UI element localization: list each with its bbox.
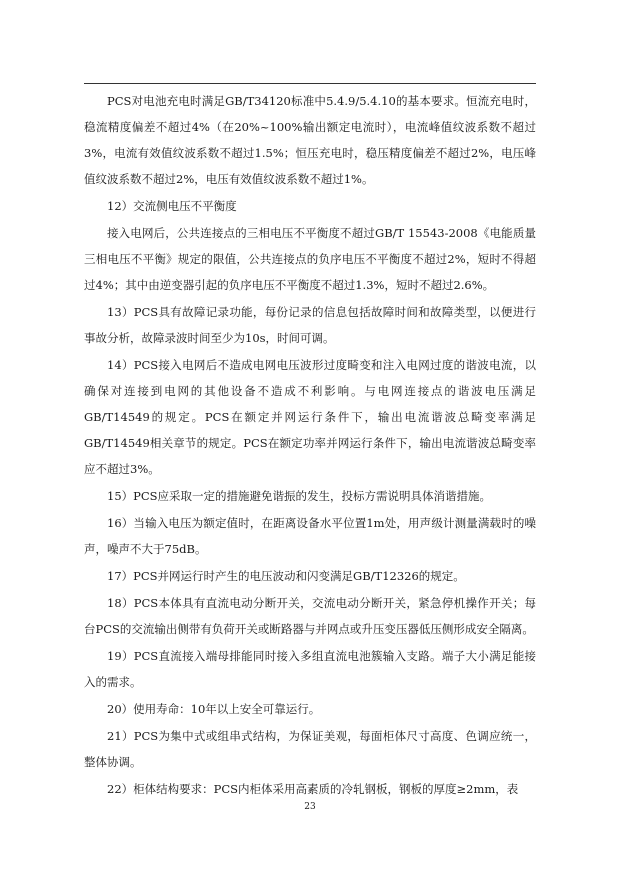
header-rule	[84, 83, 536, 84]
paragraph-cabinet: 22）柜体结构要求：PCS内柜体采用高素质的冷轧钢板，钢板的厚度≥2mm，表	[107, 782, 519, 796]
paragraph-service-life: 20）使用寿命：10年以上安全可靠运行。	[107, 702, 321, 716]
paragraph-charging-requirements: PCS对电池充电时满足GB/T34120标准中5.4.9/5.4.10的基本要求。恒流充电时，稳流精度偏差不超过4%（在20%~100%输出额定电流时），电流峰值纹波系数不超过3%，电流有效值纹波系数不超过1.5%；恒压充电时，稳压精度偏差不超过2%，电压峰值纹波系数不超过2%，电压有效值纹波系数不超过1%。	[84, 94, 536, 186]
page-number: 23	[304, 802, 316, 812]
paragraph-noise: 16）当输入电压为额定值时，在距离设备水平位置1m处，用声级计测量满载时的噪声，噪声不大于75dB。	[84, 516, 536, 556]
paragraph-voltage-imbalance: 接入电网后，公共连接点的三相电压不平衡度不超过GB/T 15543-2008《电能质量三相电压不平衡》规定的限值，公共连接点的负序电压不平衡度不超过2%，短时不得超过4%；其中由逆变器引起的负序电压不平衡度不超过1.3%，短时不超过2.6%。	[84, 226, 536, 292]
paragraph-resonance: 15）PCS应采取一定的措施避免谐振的发生，投标方需说明具体消谐措施。	[107, 489, 492, 503]
paragraph-switches: 18）PCS本体具有直流电动分断开关，交流电动分断开关，紧急停机操作开关；每台PCS的交流输出侧带有负荷开关或断路器与并网点或升压变压器低压侧形成安全隔离。	[84, 596, 536, 636]
heading-voltage-imbalance: 12）交流侧电压不平衡度	[107, 199, 237, 213]
paragraph-fault-recording: 13）PCS具有故障记录功能，每份记录的信息包括故障时间和故障类型，以便进行事故分析，故障录波时间至少为10s，时间可调。	[84, 305, 536, 345]
document-body	[84, 88, 536, 803]
paragraph-dc-busbar: 19）PCS直流接入端母排能同时接入多组直流电池簇输入支路。端子大小满足能接入的需求。	[84, 649, 536, 689]
paragraph-harmonics: 14）PCS接入电网后不造成电网电压波形过度畸变和注入电网过度的谐波电流，以确保对连接到电网的其他设备不造成不利影响。与电网连接点的谐波电压满足GB/T14549的规定。PCS在额定并网运行条件下，输出电流谐波总畸变率满足GB/T14549相关章节的规定。PCS在额定功率并网运行条件下，输出电流谐波总畸变率应不超过3%。	[84, 358, 536, 476]
paragraph-flicker: 17）PCS并网运行时产生的电压波动和闪变满足GB/T12326的规定。	[107, 569, 465, 583]
paragraph-structure: 21）PCS为集中式或组串式结构，为保证美观，每面柜体尺寸高度、色调应统一，整体协调。	[84, 729, 536, 769]
